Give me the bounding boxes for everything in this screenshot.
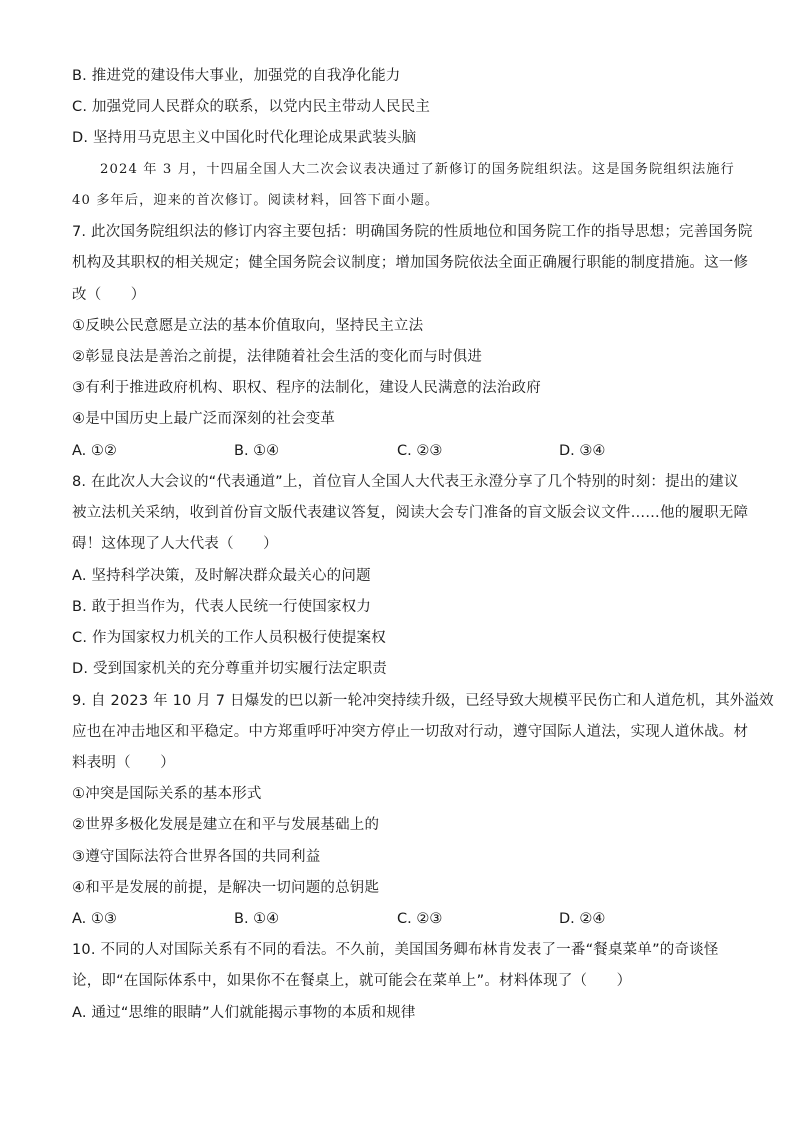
q7-stem-line-1: 7. 此次国务院组织法的修订内容主要包括：明确国务院的性质地位和国务院工作的指导思想；完善国务院 [72,224,753,240]
q6-option-b: B. 推进党的建设伟大事业，加强党的自我净化能力 [72,68,401,84]
q9-stem-line-1: 9. 自 2023 年 10 月 7 日爆发的巴以新一轮冲突持续升级，已经导致大规模平民伤亡和人道危机，其外溢效 [72,693,774,709]
q8-option-b: B. 敢于担当作为，代表人民统一行使国家权力 [72,599,372,615]
q7-choice-b: B. ①④ [234,443,280,459]
q8-option-d: D. 受到国家机关的充分尊重并切实履行法定职责 [72,661,387,677]
q7-choices [72,441,732,461]
q10-stem-line-1: 10. 不同的人对国际关系有不同的看法。不久前，美国国务卿布林肯发表了一番“餐桌菜单”的奇谈怪 [72,942,719,958]
q9-choice-d: D. ②④ [559,911,606,927]
material-line-2: 40 多年后，迎来的首次修订。阅读材料，回答下面小题。 [72,193,440,208]
q7-choice-d: D. ③④ [559,443,606,459]
q7-stem-line-2: 机构及其职权的相关规定；健全国务院会议制度；增加国务院依法全面正确履行职能的制度措施。这一修 [72,255,749,271]
q6-option-d: D. 坚持用马克思主义中国化时代化理论成果武装头脑 [72,130,417,146]
q9-item-2: ②世界多极化发展是建立在和平与发展基础上的 [72,817,380,833]
q10-stem-line-2: 论，即“在国际体系中，如果你不在餐桌上，就可能会在菜单上”。材料体现了（ ） [72,973,632,989]
q8-stem-line-3: 碍！这体现了人大代表（ ） [72,536,278,552]
q7-stem-line-3: 改（ ） [72,287,146,303]
q9-item-1: ①冲突是国际关系的基本形式 [72,786,262,802]
q7-item-3: ③有利于推进政府机构、职权、程序的法制化，建设人民满意的法治政府 [72,380,541,396]
q9-stem-line-3: 料表明（ ） [72,755,175,771]
q10-option-a: A. 通过“思维的眼睛”人们就能揭示事物的本质和规律 [72,1005,416,1021]
q8-stem-line-2: 被立法机关采纳，收到首份盲文版代表建议答复，阅读大会专门准备的盲文版会议文件……他的履职无障 [72,505,749,521]
q7-item-1: ①反映公民意愿是立法的基本价值取向，坚持民主立法 [72,318,424,334]
material-line-1: 2024 年 3 月，十四届全国人大二次会议表决通过了新修订的国务院组织法。这是国务院组织法施行 [100,162,735,177]
q9-item-4: ④和平是发展的前提，是解决一切问题的总钥匙 [72,880,380,896]
q8-option-c: C. 作为国家权力机关的工作人员积极行使提案权 [72,630,386,646]
q9-choice-b: B. ①④ [234,911,280,927]
q7-choice-a: A. ①② [72,443,117,459]
q9-stem-line-2: 应也在冲击地区和平稳定。中方郑重呼吁冲突方停止一切敌对行动，遵守国际人道法，实现人道休战。材 [72,724,749,740]
q9-item-3: ③遵守国际法符合世界各国的共同利益 [72,849,321,865]
q9-choice-a: A. ①③ [72,911,117,927]
q7-choice-c: C. ②③ [397,443,443,459]
q6-option-c: C. 加强党同人民群众的联系，以党内民主带动人民民主 [72,99,431,115]
q8-option-a: A. 坚持科学决策，及时解决群众最关心的问题 [72,568,371,584]
q9-choice-c: C. ②③ [397,911,443,927]
q7-item-4: ④是中国历史上最广泛而深刻的社会变革 [72,411,336,427]
q9-choices [72,909,732,929]
q7-item-2: ②彰显良法是善治之前提，法律随着社会生活的变化而与时俱进 [72,349,483,365]
q8-stem-line-1: 8. 在此次人大会议的“代表通道”上，首位盲人全国人大代表王永澄分享了几个特别的时刻：提出的建议 [72,474,739,490]
